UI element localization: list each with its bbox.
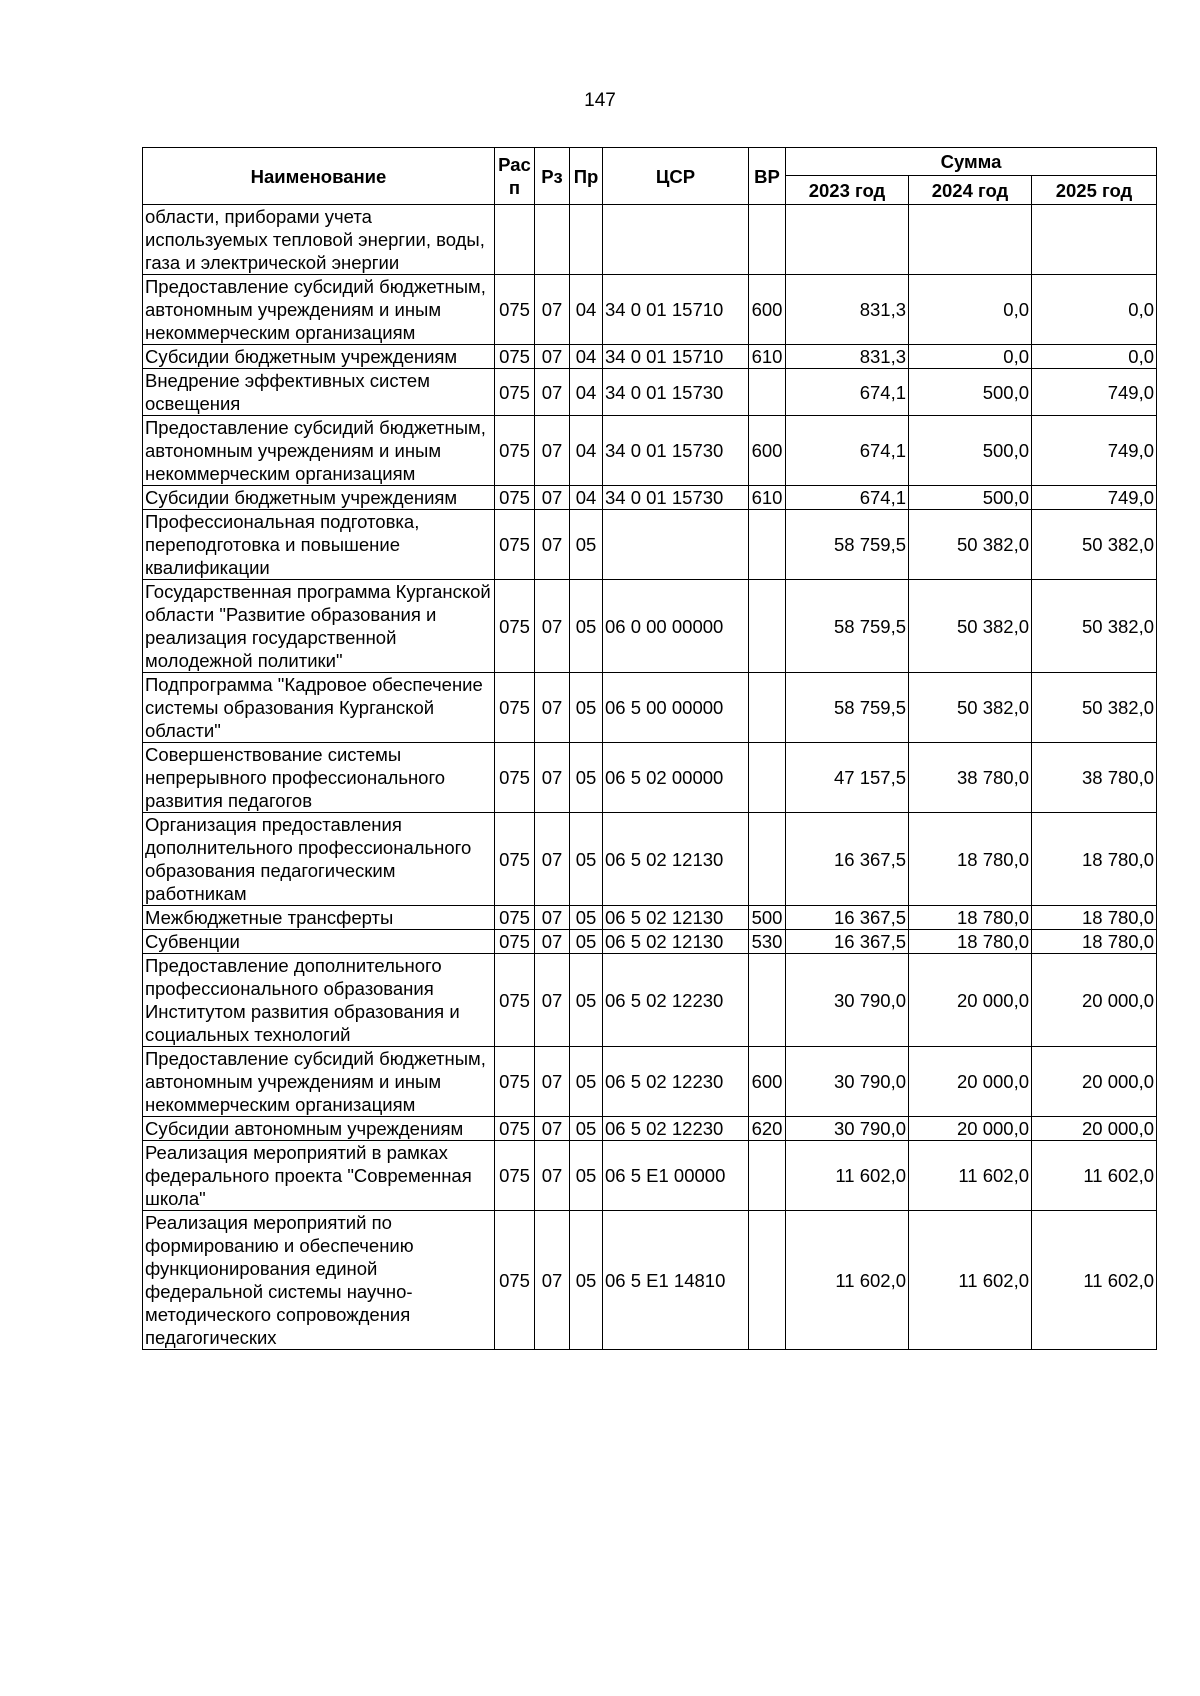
cell-rasp: 075 <box>495 486 535 510</box>
table-row <box>143 416 1157 486</box>
cell-2023: 58 759,5 <box>786 510 909 580</box>
cell-rz: 07 <box>535 416 570 486</box>
cell-csr: 06 5 02 00000 <box>603 743 749 813</box>
cell-rasp: 075 <box>495 906 535 930</box>
header-vr: ВР <box>749 148 786 205</box>
cell-name: Субсидии бюджетным учреждениям <box>143 345 495 369</box>
cell-name: Субсидии бюджетным учреждениям <box>143 486 495 510</box>
cell-2025: 20 000,0 <box>1032 954 1157 1047</box>
cell-2024: 500,0 <box>909 369 1032 416</box>
cell-2024: 38 780,0 <box>909 743 1032 813</box>
cell-2023: 30 790,0 <box>786 954 909 1047</box>
cell-vr <box>749 743 786 813</box>
cell-pr: 04 <box>570 345 603 369</box>
cell-pr: 04 <box>570 275 603 345</box>
cell-2025 <box>1032 205 1157 275</box>
cell-rasp: 075 <box>495 275 535 345</box>
cell-pr: 04 <box>570 416 603 486</box>
table-row <box>143 813 1157 906</box>
cell-csr <box>603 510 749 580</box>
table-row <box>143 673 1157 743</box>
cell-2023: 831,3 <box>786 345 909 369</box>
cell-2025: 38 780,0 <box>1032 743 1157 813</box>
cell-rasp: 075 <box>495 930 535 954</box>
cell-2025: 0,0 <box>1032 345 1157 369</box>
cell-vr: 600 <box>749 416 786 486</box>
cell-2024: 18 780,0 <box>909 930 1032 954</box>
cell-rz: 07 <box>535 1141 570 1211</box>
cell-rasp: 075 <box>495 580 535 673</box>
cell-name: Предоставление субсидий бюджетным, автономным учреждениям и иным некоммерческим организациям <box>143 275 495 345</box>
cell-rz: 07 <box>535 1117 570 1141</box>
cell-name: Профессиональная подготовка, переподготовка и повышение квалификации <box>143 510 495 580</box>
cell-pr: 05 <box>570 954 603 1047</box>
table-row <box>143 205 1157 275</box>
cell-vr: 620 <box>749 1117 786 1141</box>
cell-vr: 530 <box>749 930 786 954</box>
cell-name: Предоставление субсидий бюджетным, автономным учреждениям и иным некоммерческим организациям <box>143 1047 495 1117</box>
cell-pr: 05 <box>570 1211 603 1350</box>
cell-2025: 18 780,0 <box>1032 813 1157 906</box>
table-body <box>143 205 1157 1350</box>
cell-2023: 16 367,5 <box>786 906 909 930</box>
cell-rasp <box>495 205 535 275</box>
cell-rz <box>535 205 570 275</box>
cell-rasp: 075 <box>495 813 535 906</box>
cell-csr: 34 0 01 15730 <box>603 369 749 416</box>
cell-vr <box>749 369 786 416</box>
cell-rasp: 075 <box>495 954 535 1047</box>
cell-vr <box>749 510 786 580</box>
table-row <box>143 486 1157 510</box>
cell-name: Реализация мероприятий по формированию и обеспечению функционирования единой федеральной системы научно-методического сопровождения педагогических <box>143 1211 495 1350</box>
cell-rasp: 075 <box>495 673 535 743</box>
cell-vr <box>749 1141 786 1211</box>
table-row <box>143 954 1157 1047</box>
cell-rasp: 075 <box>495 345 535 369</box>
cell-rz: 07 <box>535 813 570 906</box>
cell-csr: 06 0 00 00000 <box>603 580 749 673</box>
header-pr: Пр <box>570 148 603 205</box>
cell-2025: 749,0 <box>1032 486 1157 510</box>
cell-2025: 18 780,0 <box>1032 906 1157 930</box>
cell-vr <box>749 954 786 1047</box>
cell-2024: 50 382,0 <box>909 580 1032 673</box>
cell-csr: 06 5 E1 00000 <box>603 1141 749 1211</box>
table-row <box>143 906 1157 930</box>
cell-2025: 749,0 <box>1032 369 1157 416</box>
cell-pr: 04 <box>570 486 603 510</box>
cell-csr: 06 5 02 12230 <box>603 1117 749 1141</box>
cell-2023: 58 759,5 <box>786 580 909 673</box>
cell-name: Подпрограмма "Кадровое обеспечение системы образования Курганской области" <box>143 673 495 743</box>
cell-2023: 47 157,5 <box>786 743 909 813</box>
cell-2023: 831,3 <box>786 275 909 345</box>
cell-2023: 674,1 <box>786 416 909 486</box>
cell-name: Внедрение эффективных систем освещения <box>143 369 495 416</box>
cell-csr: 34 0 01 15710 <box>603 345 749 369</box>
cell-rz: 07 <box>535 906 570 930</box>
cell-2023: 11 602,0 <box>786 1211 909 1350</box>
cell-vr: 500 <box>749 906 786 930</box>
cell-rz: 07 <box>535 743 570 813</box>
cell-csr: 34 0 01 15710 <box>603 275 749 345</box>
cell-pr: 05 <box>570 1141 603 1211</box>
cell-2024: 50 382,0 <box>909 673 1032 743</box>
cell-2024 <box>909 205 1032 275</box>
cell-rasp: 075 <box>495 1117 535 1141</box>
table-header <box>143 148 1157 205</box>
header-year-2025: 2025 год <box>1032 176 1157 205</box>
cell-rz: 07 <box>535 275 570 345</box>
header-sum: Сумма <box>786 148 1157 176</box>
page-number: 147 <box>584 90 616 111</box>
cell-vr <box>749 813 786 906</box>
cell-2023: 16 367,5 <box>786 930 909 954</box>
table-row <box>143 345 1157 369</box>
cell-2025: 18 780,0 <box>1032 930 1157 954</box>
cell-2024: 18 780,0 <box>909 906 1032 930</box>
cell-rz: 07 <box>535 673 570 743</box>
cell-pr: 05 <box>570 813 603 906</box>
header-rz: Рз <box>535 148 570 205</box>
cell-vr <box>749 205 786 275</box>
cell-2024: 20 000,0 <box>909 1047 1032 1117</box>
cell-rz: 07 <box>535 345 570 369</box>
cell-rasp: 075 <box>495 1141 535 1211</box>
cell-2024: 0,0 <box>909 275 1032 345</box>
header-rasp: Рас п <box>495 148 535 205</box>
cell-2024: 500,0 <box>909 416 1032 486</box>
cell-2024: 500,0 <box>909 486 1032 510</box>
cell-pr: 05 <box>570 906 603 930</box>
cell-rz: 07 <box>535 510 570 580</box>
cell-rasp: 075 <box>495 1047 535 1117</box>
cell-2024: 18 780,0 <box>909 813 1032 906</box>
cell-rz: 07 <box>535 1211 570 1350</box>
cell-2025: 50 382,0 <box>1032 510 1157 580</box>
cell-name: Совершенствование системы непрерывного профессионального развития педагогов <box>143 743 495 813</box>
cell-2025: 50 382,0 <box>1032 673 1157 743</box>
cell-rasp: 075 <box>495 369 535 416</box>
cell-vr: 610 <box>749 345 786 369</box>
table-row <box>143 580 1157 673</box>
cell-name: Субсидии автономным учреждениям <box>143 1117 495 1141</box>
cell-2023: 30 790,0 <box>786 1117 909 1141</box>
cell-pr: 05 <box>570 510 603 580</box>
header-csr: ЦСР <box>603 148 749 205</box>
cell-rasp: 075 <box>495 416 535 486</box>
cell-2023: 30 790,0 <box>786 1047 909 1117</box>
cell-csr: 06 5 02 12130 <box>603 813 749 906</box>
cell-2024: 11 602,0 <box>909 1211 1032 1350</box>
table-row <box>143 1047 1157 1117</box>
cell-vr <box>749 580 786 673</box>
cell-csr: 06 5 02 12230 <box>603 954 749 1047</box>
cell-rasp: 075 <box>495 743 535 813</box>
cell-name: Организация предоставления дополнительного профессионального образования педагогическим работникам <box>143 813 495 906</box>
cell-name: Предоставление субсидий бюджетным, автономным учреждениям и иным некоммерческим организациям <box>143 416 495 486</box>
cell-rz: 07 <box>535 486 570 510</box>
table-row <box>143 1141 1157 1211</box>
table-row <box>143 275 1157 345</box>
cell-pr: 05 <box>570 580 603 673</box>
cell-pr: 05 <box>570 1117 603 1141</box>
cell-csr <box>603 205 749 275</box>
cell-2025: 0,0 <box>1032 275 1157 345</box>
cell-2023 <box>786 205 909 275</box>
cell-2024: 0,0 <box>909 345 1032 369</box>
cell-pr: 04 <box>570 369 603 416</box>
cell-pr: 05 <box>570 743 603 813</box>
cell-2025: 20 000,0 <box>1032 1047 1157 1117</box>
table-row <box>143 1117 1157 1141</box>
cell-2025: 749,0 <box>1032 416 1157 486</box>
cell-2024: 20 000,0 <box>909 954 1032 1047</box>
cell-name: Субвенции <box>143 930 495 954</box>
cell-csr: 06 5 00 00000 <box>603 673 749 743</box>
cell-rz: 07 <box>535 580 570 673</box>
header-name: Наименование <box>143 148 495 205</box>
cell-2024: 20 000,0 <box>909 1117 1032 1141</box>
cell-rz: 07 <box>535 1047 570 1117</box>
cell-2023: 16 367,5 <box>786 813 909 906</box>
cell-vr: 600 <box>749 1047 786 1117</box>
cell-pr: 05 <box>570 930 603 954</box>
cell-vr <box>749 1211 786 1350</box>
cell-vr <box>749 673 786 743</box>
cell-rasp: 075 <box>495 510 535 580</box>
cell-csr: 34 0 01 15730 <box>603 486 749 510</box>
cell-name: Государственная программа Курганской области "Развитие образования и реализация государственной молодежной политики" <box>143 580 495 673</box>
header-year-2023: 2023 год <box>786 176 909 205</box>
cell-2025: 50 382,0 <box>1032 580 1157 673</box>
cell-rz: 07 <box>535 369 570 416</box>
cell-2023: 674,1 <box>786 369 909 416</box>
table-row <box>143 1211 1157 1350</box>
cell-2023: 11 602,0 <box>786 1141 909 1211</box>
cell-csr: 06 5 02 12130 <box>603 906 749 930</box>
cell-csr: 06 5 02 12130 <box>603 930 749 954</box>
cell-name: области, приборами учета используемых тепловой энергии, воды, газа и электрической энергии <box>143 205 495 275</box>
cell-pr <box>570 205 603 275</box>
header-year-2024: 2024 год <box>909 176 1032 205</box>
cell-rz: 07 <box>535 930 570 954</box>
table-row <box>143 743 1157 813</box>
cell-name: Предоставление дополнительного профессионального образования Институтом развития образования и социальных технологий <box>143 954 495 1047</box>
table-row <box>143 510 1157 580</box>
cell-2023: 58 759,5 <box>786 673 909 743</box>
cell-csr: 06 5 E1 14810 <box>603 1211 749 1350</box>
cell-csr: 34 0 01 15730 <box>603 416 749 486</box>
cell-csr: 06 5 02 12230 <box>603 1047 749 1117</box>
budget-table <box>142 147 1157 1350</box>
cell-rz: 07 <box>535 954 570 1047</box>
cell-2025: 11 602,0 <box>1032 1211 1157 1350</box>
cell-2023: 674,1 <box>786 486 909 510</box>
cell-name: Межбюджетные трансферты <box>143 906 495 930</box>
cell-pr: 05 <box>570 1047 603 1117</box>
cell-2025: 11 602,0 <box>1032 1141 1157 1211</box>
cell-vr: 600 <box>749 275 786 345</box>
cell-name: Реализация мероприятий в рамках федерального проекта "Современная школа" <box>143 1141 495 1211</box>
cell-2024: 11 602,0 <box>909 1141 1032 1211</box>
cell-pr: 05 <box>570 673 603 743</box>
cell-vr: 610 <box>749 486 786 510</box>
cell-rasp: 075 <box>495 1211 535 1350</box>
cell-2025: 20 000,0 <box>1032 1117 1157 1141</box>
cell-2024: 50 382,0 <box>909 510 1032 580</box>
table-row <box>143 369 1157 416</box>
table-row <box>143 930 1157 954</box>
